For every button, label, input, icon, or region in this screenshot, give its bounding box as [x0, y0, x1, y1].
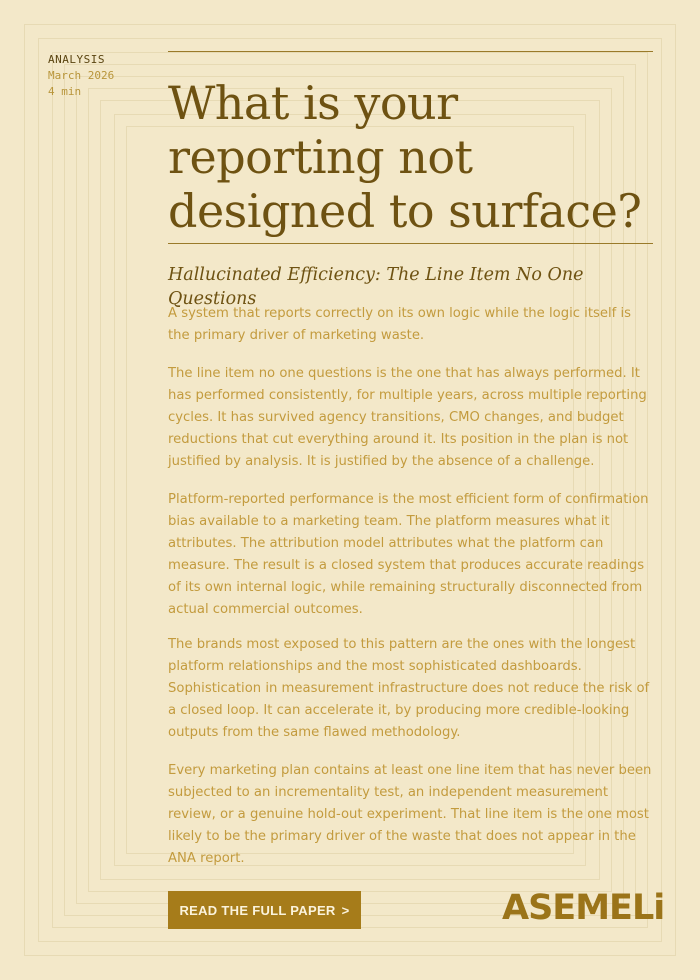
body-paragraph: The brands most exposed to this pattern are the ones with the longest platform relationships and the most sophisticated dashboards. Sophistication in measurement infrastructure does not reduce the risk of a closed loop. It can accelerate it, by producing more credible-looking outputs from the same flawed methodology.	[168, 637, 650, 740]
read-full-paper-button[interactable]	[168, 891, 361, 929]
title-divider	[168, 243, 653, 244]
cta-label: READ THE FULL PAPER	[179, 902, 336, 918]
body-paragraph: A system that reports correctly on its own logic while the logic itself is the primary driver of marketing waste.	[168, 306, 632, 343]
read-time: 4 min	[48, 85, 82, 98]
chevron-right-icon: >	[341, 902, 350, 918]
category-label: ANALYSIS	[48, 53, 105, 66]
article-subtitle: Hallucinated Efficiency: The Line Item No One Questions	[168, 265, 584, 309]
brand-logo: ASEMELi	[502, 888, 665, 928]
body-paragraph: The line item no one questions is the one that has always performed. It has performed consistently, for multiple years, across multiple reporting cycles. It has survived agency transitions, CMO changes, and budget reductions that cut everything around it. Its position in the plan is not justified by analysis. It is justified by the absence of a challenge.	[168, 366, 647, 469]
top-divider	[168, 51, 653, 52]
publish-date: March 2026	[48, 69, 115, 82]
article-meta	[48, 52, 114, 100]
page-title: What is your reporting not designed to surface?	[168, 76, 642, 238]
body-paragraph: Every marketing plan contains at least one line item that has never been subjected to an incrementality test, an independent measurement review, or a genuine hold-out experiment. That line item is the one most likely to be the primary driver of the waste that does not appear in the ANA report.	[168, 763, 652, 866]
body-paragraph: Platform-reported performance is the most efficient form of confirmation bias available to a marketing team. The platform measures what it attributes. The attribution model attributes what the platform can measure. The result is a closed system that produces accurate readings of its own internal logic, while remaining structurally disconnected from actual commercial outcomes.	[168, 492, 649, 617]
